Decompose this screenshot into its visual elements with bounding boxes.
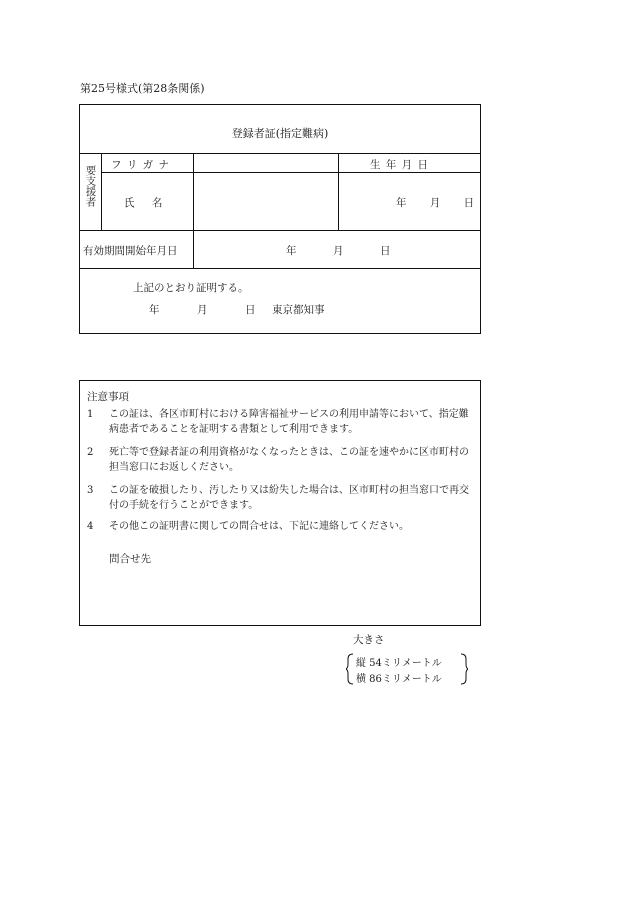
row-divider [101,172,480,173]
validity-month: 月 [333,245,344,257]
note-item [87,483,475,513]
support-recipient-label: 要支援者 [84,165,97,207]
form-number-label: 第25号様式(第28条関係) [80,82,205,95]
card-title: 登録者証(指定難病) [231,127,329,140]
note-number: 2 [87,447,94,458]
note-text: この証は、各区市町村における障害福祉サービスの利用申請等において、指定難病患者であることを証明する書類として利用できます。 [109,409,469,435]
validity-day: 日 [380,245,391,257]
birthdate-label: 生 年 月 日 [370,159,430,171]
size-vertical: 縦 54ミリメートル [356,658,442,669]
row-divider [80,230,480,231]
note-item [87,445,475,475]
notes-box [79,380,481,626]
row-divider [80,153,480,154]
validity-start-label: 有効期間開始年月日 [83,245,178,257]
registration-card [79,104,481,334]
size-title: 大きさ [353,634,385,646]
note-item [87,519,475,534]
birthdate-placeholder: 年 月 日 [396,197,475,209]
certification-text: 上記のとおり証明する。 [133,282,249,294]
validity-year: 年 [286,245,297,257]
size-dimensions [346,652,468,686]
size-horizontal: 横 86ミリメートル [356,674,442,685]
row-divider [80,268,480,269]
issuer-name: 東京都知事 [272,304,325,316]
issue-day: 日 [245,304,256,316]
note-text: 死亡等で登録者証の利用資格がなくなったときは、この証を速やかに区市町村の担当窓口にお返しください。 [109,447,469,473]
issue-year: 年 [149,304,160,316]
column-divider [338,153,339,230]
note-item [87,407,475,437]
column-divider [101,153,102,230]
contact-label: 問合せ先 [109,553,151,565]
note-number: 1 [87,409,94,420]
issue-month: 月 [197,304,208,316]
note-number: 3 [87,485,94,496]
note-text: この証を破損したり、汚したり又は紛失した場合は、区市町村の担当窓口で再交付の手続を行うことができます。 [109,485,469,511]
notes-title: 注意事項 [87,391,129,403]
column-divider [193,153,194,268]
note-text: その他この証明書に関しての問合せは、下記に連絡してください。 [109,521,409,532]
furigana-label: フ リ ガ ナ [111,159,171,171]
name-label: 氏 名 [124,197,163,209]
note-number: 4 [87,521,94,532]
